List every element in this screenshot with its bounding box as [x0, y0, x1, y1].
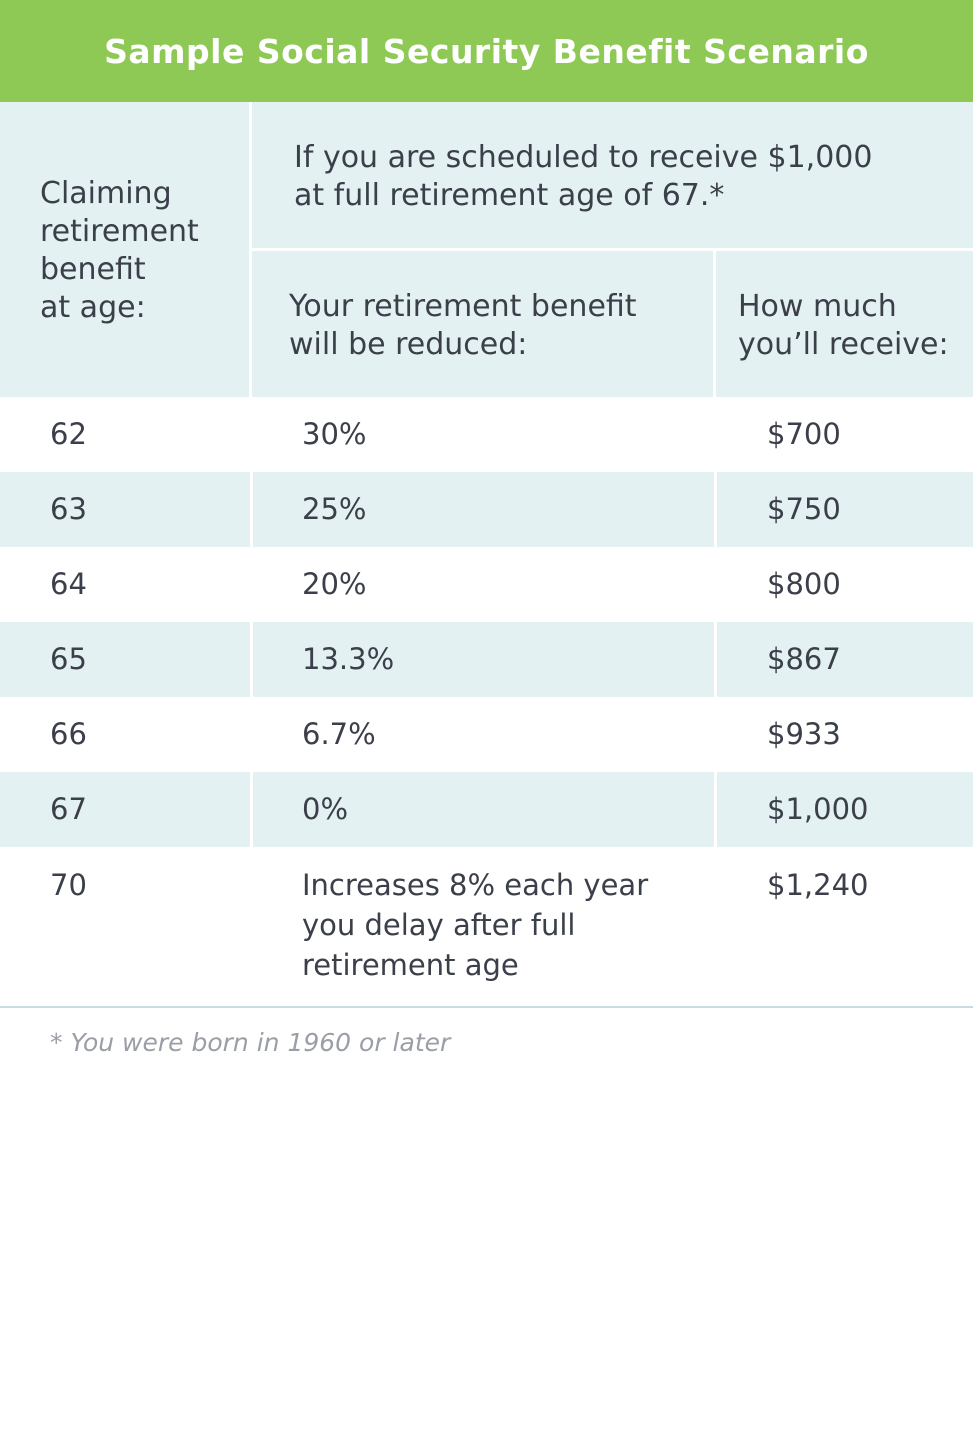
cell-age: 64	[50, 567, 87, 601]
cell-reduction-line: 20%	[302, 567, 367, 601]
cell-age: 70	[50, 868, 87, 902]
cell-age: 66	[50, 717, 87, 751]
header-receive: How much you’ll receive:	[738, 289, 949, 362]
cell-reduction	[302, 564, 366, 604]
cell-amount: $750	[767, 492, 841, 526]
row-divider	[250, 772, 253, 847]
header-age: Claiming retirement benefit at age:	[40, 176, 199, 325]
cell-reduction	[302, 714, 376, 754]
cell-age: 67	[50, 792, 87, 826]
cell-reduction-line: 6.7%	[302, 717, 376, 751]
cell-amount: $800	[767, 567, 841, 601]
header-reduced: Your retirement benefit will be reduced:	[289, 289, 637, 362]
cell-amount: $1,000	[767, 792, 869, 826]
table-row	[0, 472, 973, 547]
cell-reduction-line: 25%	[302, 492, 367, 526]
table-bottom-rule	[0, 1006, 973, 1008]
row-divider	[250, 472, 253, 547]
cell-age: 65	[50, 642, 87, 676]
cell-amount: $1,240	[767, 868, 869, 902]
cell-age: 63	[50, 492, 87, 526]
row-divider	[250, 622, 253, 697]
cell-reduction-line: you delay after full	[302, 908, 576, 942]
footnote: * You were born in 1960 or later	[50, 1028, 451, 1057]
cell-reduction-line: 0%	[302, 792, 349, 826]
table-row	[0, 697, 973, 772]
cell-reduction	[302, 489, 366, 529]
table-title: Sample Social Security Benefit Scenario	[0, 0, 973, 102]
cell-reduction	[302, 639, 394, 679]
table-row	[0, 772, 973, 847]
header-divider	[252, 248, 973, 251]
cell-amount: $867	[767, 642, 841, 676]
cell-age: 62	[50, 417, 87, 451]
header-group: If you are scheduled to receive $1,000 at full retirement age of 67.*	[294, 140, 873, 213]
cell-reduction	[302, 414, 366, 454]
row-divider	[714, 772, 717, 847]
row-divider	[714, 472, 717, 547]
cell-reduction	[302, 789, 348, 829]
cell-amount: $933	[767, 717, 841, 751]
cell-reduction-line: Increases 8% each year	[302, 868, 649, 902]
table-row	[0, 847, 973, 1456]
cell-reduction	[302, 865, 648, 985]
header-divider	[713, 251, 716, 397]
table-row	[0, 547, 973, 622]
table-row	[0, 397, 973, 472]
cell-amount: $700	[767, 417, 841, 451]
table-row	[0, 622, 973, 697]
row-divider	[714, 622, 717, 697]
cell-reduction-line: 13.3%	[302, 642, 395, 676]
cell-reduction-line: 30%	[302, 417, 367, 451]
cell-reduction-line: retirement age	[302, 948, 519, 982]
